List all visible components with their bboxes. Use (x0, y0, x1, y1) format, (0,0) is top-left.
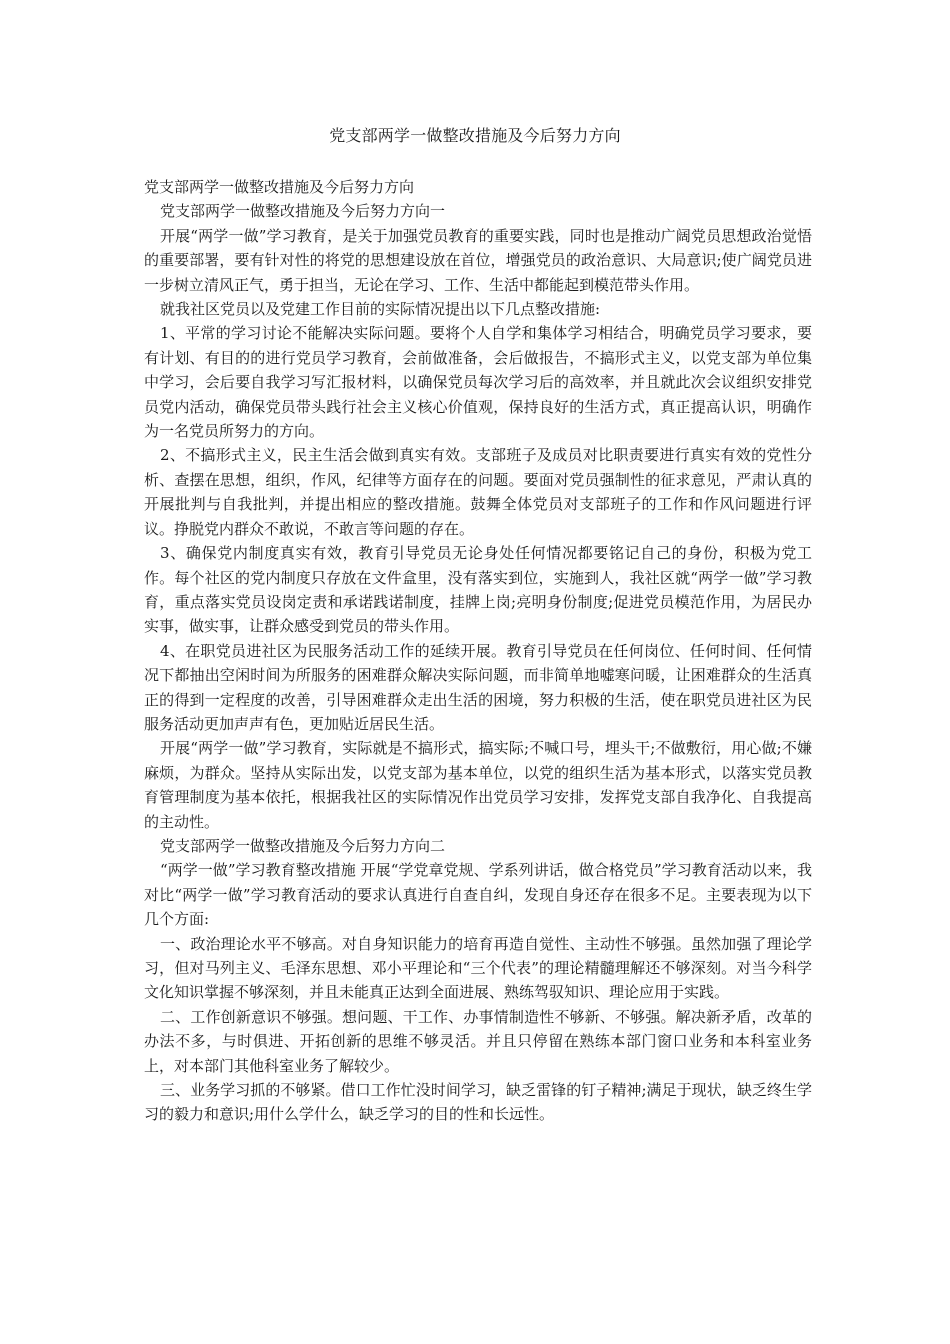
paragraph: 党支部两学一做整改措施及今后努力方向二 (160, 836, 446, 855)
paragraph: 开展“两学一做”学习教育，实际就是不搞形式，搞实际;不喊口号，埋头干;不做敷衍，用心做;不嫌麻烦，为群众。坚持从实际出发，以党支部为基本单位，以党的组织生活为基本形式，以落实党员教育管理制度为基本依托，根据我社区的实际情况作出党员学习安排，发挥党支部自我净化、自我提高的主动性。 (144, 739, 812, 831)
paragraph: 2、不搞形式主义，民主生活会做到真实有效。支部班子及成员对比职责要进行真实有效的党性分析、查摆在思想，组织，作风，纪律等方面存在的问题。要面对党员强制性的征求意见，严肃认真的开展批判与自我批判，并提出相应的整改措施。鼓舞全体党员对支部班子的工作和作风问题进行评议。挣脱党内群众不敢说，不敢言等问题的存在。 (144, 446, 812, 538)
paragraph: 二、工作创新意识不够强。想问题、干工作、办事情制造性不够新、不够强。解决新矛盾，改革的办法不多，与时俱进、开拓创新的思维不够灵活。并且只停留在熟练本部门窗口业务和本科室业务上，对本部门其他科室业务了解较少。 (144, 1007, 812, 1075)
paragraph: 4、在职党员进社区为民服务活动工作的延续开展。教育引导党员在任何岗位、任何时间、任何情况下都抽出空闲时间为所服务的困难群众解决实际问题，而非简单地嘘寒问暖，让困难群众的生活真正的得到一定程度的改善，引导困难群众走出生活的困境，努力积极的生活，使在职党员进社区为民服务活动更加声声有色，更加贴近居民生活。 (144, 641, 812, 733)
paragraph: 1、平常的学习讨论不能解决实际问题。要将个人自学和集体学习相结合，明确党员学习要求，要有计划、有目的的进行党员学习教育，会前做准备，会后做报告，不搞形式主义，以党支部为单位集中学习，会后要自我学习写汇报材料，以确保党员每次学习后的高效率，并且就此次会议组织安排党员党内活动，确保党员带头践行社会主义核心价值观，保持良好的生活方式，真正提高认识，明确作为一名党员所努力的方向。 (144, 324, 812, 441)
paragraph: 党支部两学一做整改措施及今后努力方向一 (160, 202, 446, 221)
paragraph: “两学一做”学习教育整改措施 开展“学党章党规、学系列讲话，做合格党员”学习教育活动以来，我对比“两学一做”学习教育活动的要求认真进行自查自纠，发现自身还存在很多不足。主要表现为以下几个方面: (144, 861, 812, 929)
paragraph: 开展“两学一做”学习教育，是关于加强党员教育的重要实践，同时也是推动广阔党员思想政治觉悟的重要部署，要有针对性的将党的思想建设放在首位，增强党员的政治意识、大局意识;使广阔党员进一步树立清风正气，勇于担当，无论在学习、工作、生活中都能起到模范带头作用。 (144, 226, 812, 294)
paragraph: 党支部两学一做整改措施及今后努力方向 (144, 178, 415, 196)
paragraph: 一、政治理论水平不够高。对自身知识能力的培育再造自觉性、主动性不够强。虽然加强了理论学习，但对马列主义、毛泽东思想、邓小平理论和“三个代表”的理论精髓理解还不够深刻。对当今科学文化知识掌握不够深刻，并且未能真正达到全面进展、熟练驾驭知识、理论应用于实践。 (144, 934, 812, 1002)
paragraph: 3、确保党内制度真实有效，教育引导党员无论身处任何情况都要铭记自己的身份，积极为党工作。每个社区的党内制度只存放在文件盒里，没有落实到位，实施到人，我社区就“两学一做”学习教育，重点落实党员设岗定责和承诺践诺制度，挂牌上岗;亮明身份制度;促进党员模范作用，为居民办实事，做实事，让群众感受到党员的带头作用。 (144, 544, 812, 636)
paragraph: 三、业务学习抓的不够紧。借口工作忙没时间学习，缺乏雷锋的钉子精神;满足于现状，缺乏终生学习的毅力和意识;用什么学什么，缺乏学习的目的性和长远性。 (144, 1081, 812, 1124)
paragraph: 就我社区党员以及党建工作目前的实际情况提出以下几点整改措施: (160, 300, 601, 319)
document-body (144, 175, 812, 1127)
document-title: 党支部两学一做整改措施及今后努力方向 (329, 126, 621, 145)
